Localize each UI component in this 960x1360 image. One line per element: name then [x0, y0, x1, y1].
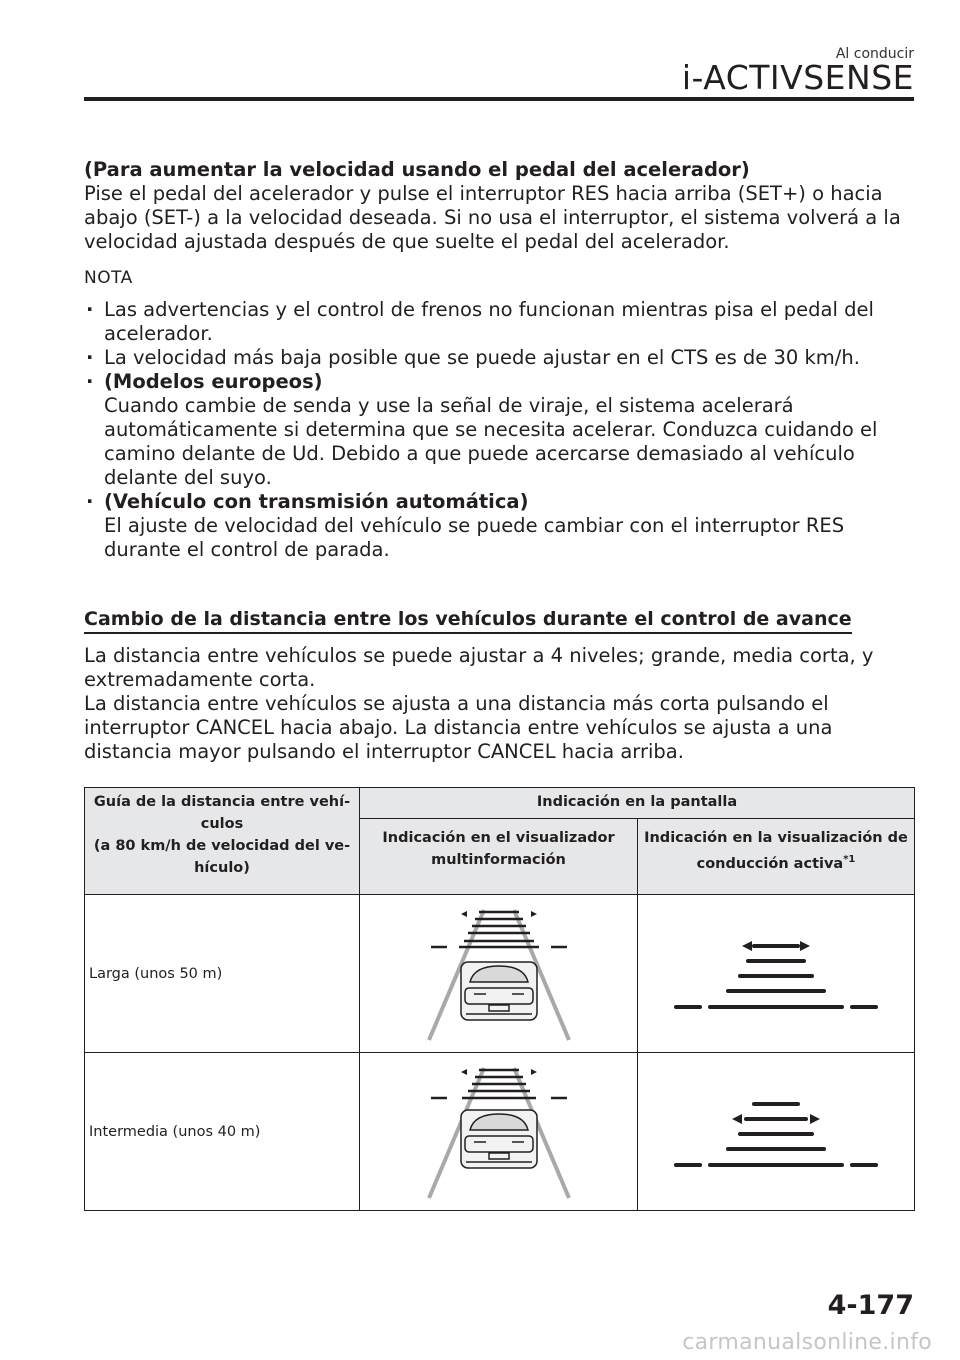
active-driving-distance-long-illustration [666, 927, 886, 1017]
multi-info-distance-long-illustration [404, 902, 594, 1042]
footnote-marker: *1 [843, 854, 856, 865]
note-title: · (Modelos europeos) [104, 370, 323, 393]
note-list [84, 298, 914, 562]
distance-label: Intermedia (unos 40 m) [85, 1053, 360, 1211]
page-content [84, 158, 914, 764]
section-paragraph: La distancia entre vehículos se ajusta a una distancia más corta pulsando el interruptor CANCEL hacia abajo. La distancia entre vehículos se ajusta a una distancia mayor pulsando el interruptor CANCEL hacia arriba. [84, 692, 833, 763]
page-number: 4-177 [827, 1290, 914, 1321]
distance-label: Larga (unos 50 m) [85, 895, 360, 1053]
distance-guide-header [85, 788, 360, 895]
table-row [85, 1053, 915, 1211]
display-indication-header: Indicación en la pantalla [360, 788, 915, 819]
multi-info-distance-intermediate-illustration [404, 1060, 594, 1200]
note-item [84, 490, 914, 562]
multi-info-image-cell [360, 1053, 638, 1211]
active-driving-image-cell [638, 895, 915, 1053]
note-text: El ajuste de velocidad del vehículo se puede cambiar con el interruptor RES durante el control de parada. [104, 514, 845, 561]
note-text: La velocidad más baja posible que se puede ajustar en el CTS es de 30 km/h. [104, 346, 860, 369]
section-title: i-ACTIVSENSE [681, 58, 914, 97]
distance-bars [431, 912, 567, 947]
note-item [84, 370, 914, 490]
header-rule [84, 97, 914, 101]
note-text: Cuando cambie de senda y use la señal de viraje, el sistema acelerará automáticamente si determina que se necesita acelerar. Conduzca cuidando el camino delante de Ud. Debido a que puede acercarse demasiado al vehículo delante del suyo. [104, 394, 878, 489]
intro-body: Pise el pedal del acelerador y pulse el interruptor RES hacia arriba (SET+) o hacia abajo (SET-) a la velocidad deseada. Si no usa el interruptor, el sistema volverá a la velocidad ajustada después de que suelte el pedal del acelerador. [84, 182, 901, 253]
active-driving-distance-intermediate-illustration [666, 1085, 886, 1175]
chapter-label: Al conducir [835, 46, 914, 62]
active-driving-image-cell [638, 1053, 915, 1211]
section-heading: Cambio de la distancia entre los vehículos durante el control de avance [84, 608, 852, 634]
multi-info-image-cell [360, 895, 638, 1053]
car-icon [461, 962, 537, 1020]
active-driving-display-header-text: Indicación en la visualización de conducción activa [644, 830, 908, 872]
active-driving-display-header [638, 819, 915, 895]
section-paragraph: La distancia entre vehículos se puede ajustar a 4 niveles; grande, media corta, y extremadamente corta. [84, 644, 874, 691]
note-title: · (Vehículo con transmisión automática) [104, 490, 529, 513]
intro-heading: (Para aumentar la velocidad usando el pedal del acelerador) [84, 158, 750, 181]
distance-guide-header-line2: (a 80 km/h de velocidad del ve-hículo) [93, 838, 351, 876]
note-item [84, 346, 914, 370]
watermark: carmanualsonline.info [682, 1330, 932, 1355]
distance-guide-header-line1: Guía de la distancia entre vehí-culos [93, 794, 351, 832]
distance-table [84, 787, 915, 1211]
table-row [85, 895, 915, 1053]
multi-info-display-header: Indicación en el visualizador multinformación [360, 819, 638, 895]
note-item [84, 298, 914, 346]
note-text: Las advertencias y el control de frenos no funcionan mientras pisa el pedal del acelerador. [104, 298, 874, 345]
note-label: NOTA [84, 268, 133, 288]
